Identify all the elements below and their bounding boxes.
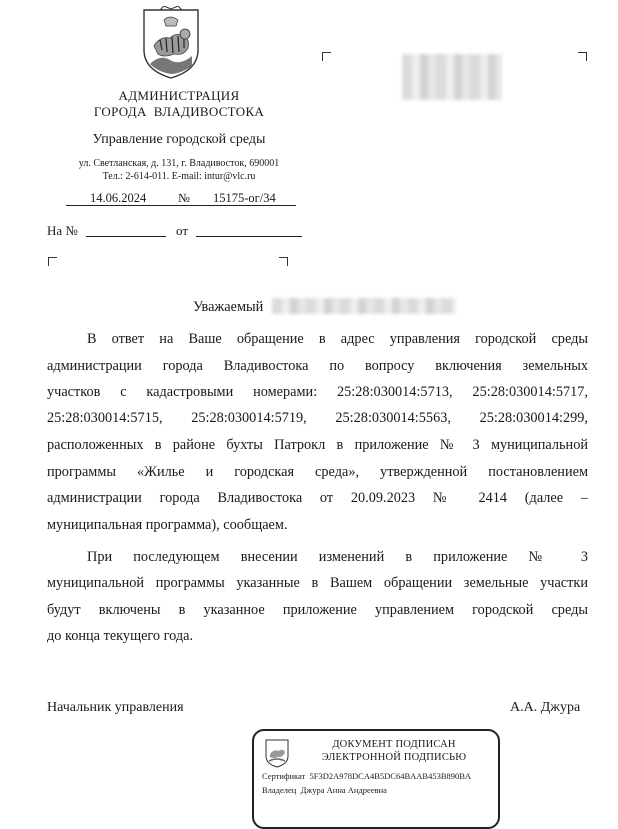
address-corner-right xyxy=(279,257,288,266)
paragraph1-line: муниципальная программа), сообщаем. xyxy=(47,517,288,533)
stamp-owner: Владелец Джура Анна Андреевна xyxy=(262,785,387,795)
incoming-number-line xyxy=(86,236,166,237)
paragraph2-line: до конца текущего года. xyxy=(47,628,194,644)
address-corner-left xyxy=(48,257,57,266)
paragraph1-line: В ответ на Ваше обращение в адрес управления городской среды xyxy=(87,331,588,347)
department-contacts: Тел.: 2-614-011. E-mail: intur@vlc.ru xyxy=(102,171,256,182)
incoming-date-line xyxy=(196,236,302,237)
outgoing-number: 15175-ог/34 xyxy=(213,191,276,205)
stamp-certificate: Сертификат 5F3D2A978DCA4B5DC64BAAB453B890BA xyxy=(262,771,472,781)
stamp-coat-of-arms-icon xyxy=(264,738,290,768)
recipient-redaction xyxy=(402,54,502,100)
salutation-name-redaction xyxy=(272,298,456,314)
electronic-signature-stamp xyxy=(252,729,500,829)
incoming-date-label: от xyxy=(176,223,189,238)
outgoing-date: 14.06.2024 xyxy=(90,191,147,205)
salutation: Уважаемый xyxy=(193,299,264,315)
paragraph2-line: При последующем внесении изменений в приложение № 3 xyxy=(87,549,588,565)
recipient-corner-left xyxy=(322,52,331,61)
paragraph1-line: администрации города Владивостока по вопросу включения земельных xyxy=(47,358,588,374)
stamp-title-line1: ДОКУМЕНТ ПОДПИСАН xyxy=(332,739,456,750)
department-address: ул. Светланская, д. 131, г. Владивосток, 690001 xyxy=(78,158,280,169)
signatory-position: Начальник управления xyxy=(47,700,184,715)
coat-of-arms-icon xyxy=(140,6,202,80)
paragraph1-line: 25:28:030014:5715, 25:28:030014:5719, 25:28:030014:5563, 25:28:030014:299, xyxy=(47,410,588,426)
paragraph1-line: участков с кадастровыми номерами: 25:28:030014:5713, 25:28:030014:5717, xyxy=(47,384,588,400)
paragraph1-line: расположенных в районе бухты Патрокл в приложение № 3 муниципальной xyxy=(47,437,588,453)
outgoing-number-sign: № xyxy=(178,191,190,205)
stamp-title-line2: ЭЛЕКТРОННОЙ ПОДПИСЬЮ xyxy=(321,752,467,763)
org-name-line1: АДМИНИСТРАЦИЯ xyxy=(118,88,240,103)
org-name-line2: ГОРОДА ВЛАДИВОСТОКА xyxy=(93,104,265,119)
outgoing-ref-underline xyxy=(66,205,296,206)
paragraph2-line: муниципальной программы указанные в Вашем обращении земельные участки xyxy=(47,575,588,591)
incoming-number-label: На № xyxy=(47,223,78,238)
recipient-corner-right xyxy=(578,52,587,61)
department-name: Управление городской среды xyxy=(92,132,266,147)
paragraph2-line: будут включены в указанное приложение управлением городской среды xyxy=(47,602,588,618)
paragraph1-line: программы «Жилье и городская среда», утвержденной постановлением xyxy=(47,464,588,480)
signatory-name: А.А. Джура xyxy=(510,700,581,715)
paragraph1-line: администрации города Владивостока от 20.09.2023 № 2414 (далее – xyxy=(47,490,588,506)
